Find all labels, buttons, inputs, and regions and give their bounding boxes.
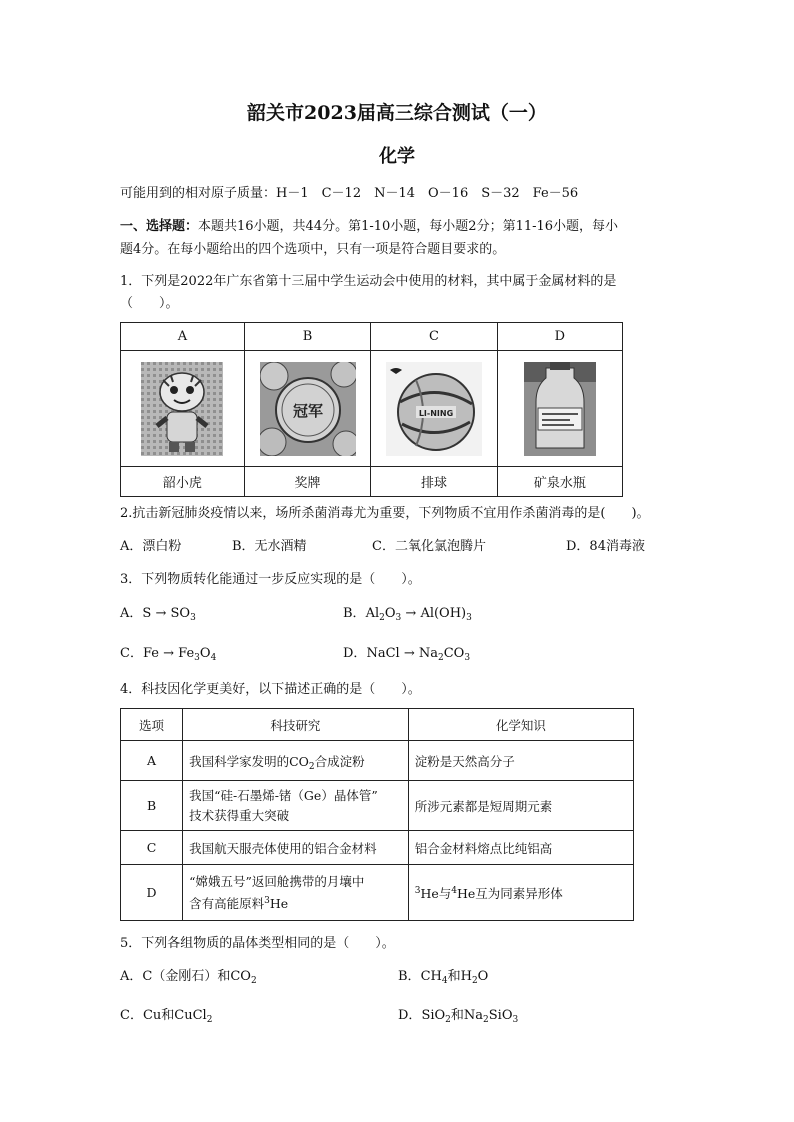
q1-image-c-cell: [371, 351, 497, 467]
q1-header-d: D: [497, 323, 622, 351]
q2-option-d: D．84消毒液: [566, 539, 645, 554]
page-title: 韶关市2023届高三综合测试（一）: [247, 102, 547, 124]
q3-option-b: B．$Al_2O_3 \to Al(OH)_3$: [343, 606, 472, 623]
section-heading: 一、选择题：: [120, 219, 199, 234]
water-bottle-image: [524, 362, 596, 456]
q2-option-b: B．无水酒精: [232, 539, 307, 554]
q4-stem: 4．科技因化学更美好，以下描述正确的是（ ）。: [120, 682, 421, 697]
q2-stem: 2.抗击新冠肺炎疫情以来，场所杀菌消毒尤为重要，下列物质不宜用作杀菌消毒的是( )。: [120, 506, 650, 521]
q1-caption-b: 奖牌: [244, 467, 370, 497]
volleyball-image: [386, 362, 482, 456]
medal-text: 冠军: [292, 401, 323, 420]
q2-option-a: A．漂白粉: [120, 539, 182, 554]
q1-caption-a: 韶小虎: [121, 467, 245, 497]
q4-header-option: 选项: [121, 709, 183, 741]
q1-header-b: B: [244, 323, 370, 351]
q1-header-c: C: [371, 323, 497, 351]
q1-stem-line1: 1．下列是2022年广东省第十三届中学生运动会中使用的材料，其中属于金属材料的是: [120, 274, 617, 289]
q1-caption-c: 排球: [371, 467, 497, 497]
atomic-masses: 可能用到的相对原子质量：H－1 C－12 N－14 O－16 S－32 Fe－56: [120, 186, 579, 201]
q4-row-d: D “嫦娥五号”返回舱携带的月壤中 含有高能原料$^3$He $^3$He与$^4$He互为同素异形体: [121, 865, 634, 921]
q5-option-b: B．$CH_4$和$H_2O$: [398, 969, 489, 986]
medal-image: [260, 362, 356, 456]
section-intro-line2: 题4分。在每小题给出的四个选项中，只有一项是符合题目要求的。: [120, 242, 506, 257]
q4-header-research: 科技研究: [183, 709, 409, 741]
q5-option-c: C．Cu和CuCl$_2$: [120, 1008, 213, 1025]
q1-caption-d: 矿泉水瓶: [497, 467, 622, 497]
q4-row-b: B 我国“硅-石墨烯-锗（Ge）晶体管” 技术获得重大突破 所涉元素都是短周期元素: [121, 781, 634, 831]
q3-option-a: A．$S \to SO_3$: [120, 606, 196, 623]
section-intro-line1: 一、选择题：本题共16小题，共44分。第1-10小题，每小题2分；第11-16小题，每小: [120, 219, 619, 234]
ball-logo-text: LI-NING: [418, 408, 454, 418]
q1-image-d-cell: [497, 351, 622, 467]
q1-header-a: A: [121, 323, 245, 351]
q4-header-knowledge: 化学知识: [408, 709, 633, 741]
q4-row-c: C 我国航天服壳体使用的铝合金材料 铝合金材料熔点比纯铝高: [121, 831, 634, 865]
q2-option-c: C．二氧化氯泡腾片: [372, 539, 486, 554]
q1-image-a-cell: [121, 351, 245, 467]
q4-table: [120, 708, 634, 921]
q5-option-d: D．SiO$_2$和$Na_2SiO_3$: [398, 1008, 519, 1025]
q3-option-c: C．$Fe \to Fe_3O_4$: [120, 646, 217, 663]
q4-row-a: A 我国科学家发明的$CO_2$合成淀粉 淀粉是天然高分子: [121, 741, 634, 781]
tiger-mascot-image: [141, 362, 223, 456]
subject-title: 化学: [379, 146, 415, 167]
q3-stem: 3．下列物质转化能通过一步反应实现的是（ ）。: [120, 572, 421, 587]
q1-table: [120, 322, 623, 497]
q3-option-d: D．NaCl → $Na_2CO_3$: [343, 646, 471, 663]
q5-option-a: A．C（金刚石）和$CO_2$: [120, 969, 257, 986]
q5-stem: 5．下列各组物质的晶体类型相同的是（ ）。: [120, 936, 395, 951]
q1-stem-line2: （ ）。: [120, 296, 179, 311]
q1-image-b-cell: [244, 351, 370, 467]
